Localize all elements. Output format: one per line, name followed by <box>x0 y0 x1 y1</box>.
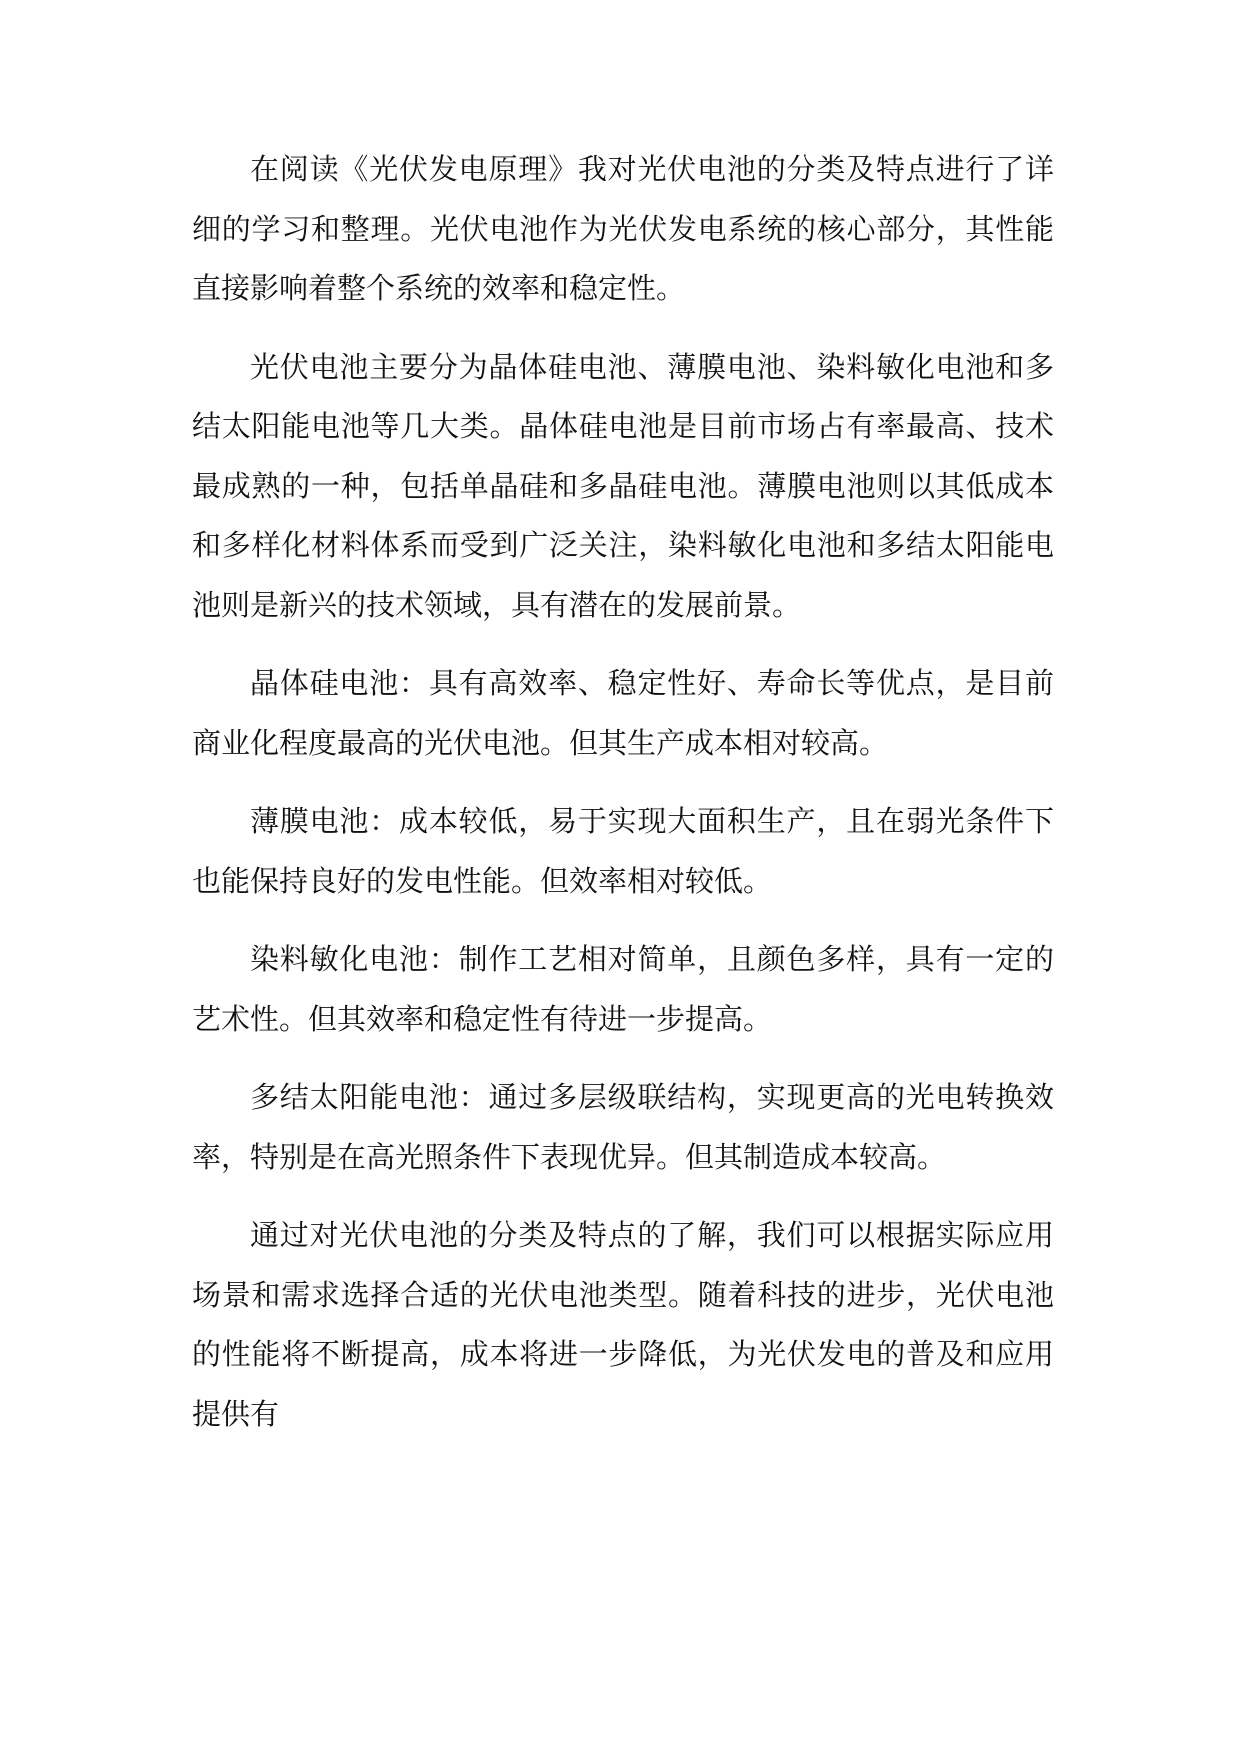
paragraph-intro: 在阅读《光伏发电原理》我对光伏电池的分类及特点进行了详细的学习和整理。光伏电池作为光伏发电系统的核心部分，其性能直接影响着整个系统的效率和稳定性。 <box>192 152 1054 305</box>
paragraph-multi-junction: 多结太阳能电池：通过多层级联结构，实现更高的光电转换效率，特别是在高光照条件下表现优异。但其制造成本较高。 <box>192 1080 1054 1174</box>
paragraph-classification: 光伏电池主要分为晶体硅电池、薄膜电池、染料敏化电池和多结太阳能电池等几大类。晶体硅电池是目前市场占有率最高、技术最成熟的一种，包括单晶硅和多晶硅电池。薄膜电池则以其低成本和多样化材料体系而受到广泛关注，染料敏化电池和多结太阳能电池则是新兴的技术领域，具有潜在的发展前景。 <box>192 349 1054 622</box>
paragraph-crystalline-silicon: 晶体硅电池：具有高效率、稳定性好、寿命长等优点，是目前商业化程度最高的光伏电池。但其生产成本相对较高。 <box>192 666 1054 760</box>
paragraph-thin-film: 薄膜电池：成本较低，易于实现大面积生产，且在弱光条件下也能保持良好的发电性能。但效率相对较低。 <box>192 804 1054 898</box>
paragraph-conclusion: 通过对光伏电池的分类及特点的了解，我们可以根据实际应用场景和需求选择合适的光伏电池类型。随着科技的进步，光伏电池的性能将不断提高，成本将进一步降低，为光伏发电的普及和应用提供有 <box>192 1218 1054 1431</box>
paragraph-dye-sensitized: 染料敏化电池：制作工艺相对简单，且颜色多样，具有一定的艺术性。但其效率和稳定性有待进一步提高。 <box>192 942 1054 1036</box>
document-body <box>192 140 1054 1463</box>
